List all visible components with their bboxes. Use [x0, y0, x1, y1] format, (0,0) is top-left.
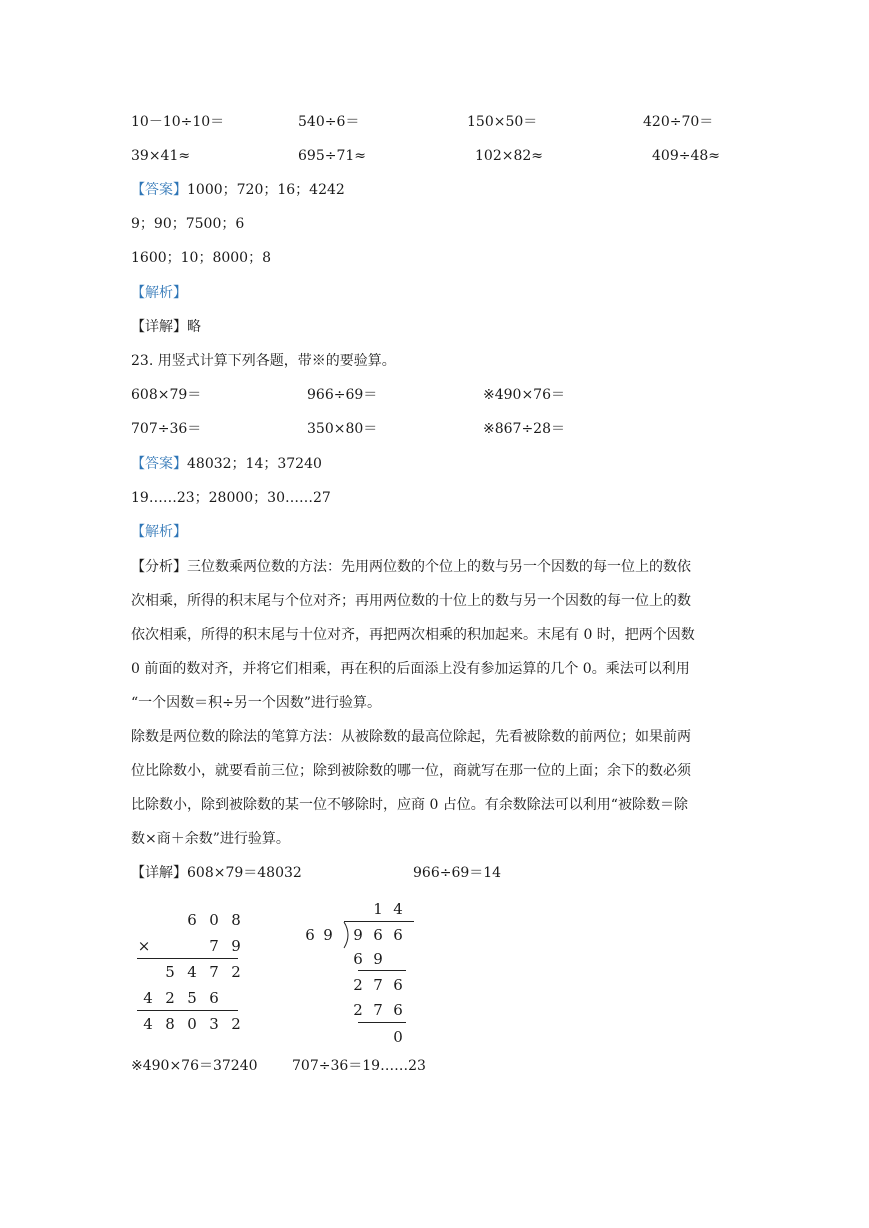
problem-22-4: 420÷70＝ [643, 114, 714, 130]
detail-eq2: 966÷69＝14 [413, 865, 502, 881]
analysis-22-tag: 【解析】 [131, 285, 187, 301]
mult-digit: 8 [231, 911, 241, 929]
problem-22-8: 409÷48≈ [652, 148, 720, 164]
div-quotient-digit: 1 [373, 900, 383, 918]
mult-digit: 8 [165, 1015, 175, 1033]
div-step-digit: 2 [353, 976, 363, 994]
div-dividend-digit: 6 [393, 926, 403, 944]
analysis-p1-line3: 依次相乘，所得的积末尾与十位对齐，再把两次相乘的积加起来。末尾有 0 时，把两个因数 [131, 627, 695, 643]
analysis-p1-line5: “一个因数＝积÷另一个因数”进行验算。 [131, 695, 382, 711]
problem-23-6: ※867÷28＝ [483, 421, 565, 437]
analysis-p2-line3: 比除数小，除到被除数的某一位不够除时，应商 0 占位。有余数除法可以利用“被除数＝除 [131, 797, 688, 813]
mult-digit: 0 [209, 911, 219, 929]
mult-digit: 7 [209, 963, 219, 981]
div-dividend-digit: 6 [373, 926, 383, 944]
div-step-digit: 7 [373, 1001, 383, 1019]
analysis-p2-line4: 数×商＋余数”进行验算。 [131, 831, 290, 847]
mult-digit: 9 [231, 937, 241, 955]
analysis-p1-line1: 【分析】三位数乘两位数的方法：先用两位数的个位上的数与另一个因数的每一位上的数依 [131, 559, 691, 575]
analysis-23-tag: 【解析】 [131, 524, 187, 540]
mult-digit: 6 [187, 911, 197, 929]
mult-digit: 7 [209, 937, 219, 955]
div-divisor-digit: 6 [305, 926, 315, 944]
mult-digit: 5 [187, 989, 197, 1007]
mult-digit: 2 [231, 1015, 241, 1033]
mult-digit: 2 [165, 989, 175, 1007]
div-step-digit: 6 [393, 976, 403, 994]
answer-22-line2: 9；90；7500；6 [131, 216, 245, 232]
answer-22-line3: 1600；10；8000；8 [131, 250, 271, 266]
div-dividend-digit: 9 [353, 926, 363, 944]
mult-digit: 0 [187, 1015, 197, 1033]
problem-22-3: 150×50＝ [467, 114, 538, 130]
problem-23-3: ※490×76＝ [483, 387, 565, 403]
problem-23-5: 350×80＝ [307, 421, 378, 437]
answer-23-line2: 19……23；28000；30……27 [131, 490, 331, 506]
question-23: 23. 用竖式计算下列各题，带※的要验算。 [131, 353, 396, 369]
problem-22-1: 10－10÷10＝ [131, 114, 225, 130]
answer-text: 48032；14；37240 [187, 456, 322, 472]
problem-22-6: 695÷71≈ [298, 148, 366, 164]
mult-digit: 2 [231, 963, 241, 981]
analysis-p2-line2: 位比除数小，就要看前三位；除到被除数的哪一位，商就写在那一位的上面；余下的数必须 [131, 763, 691, 779]
detail-22: 【详解】略 [131, 319, 201, 335]
problem-23-1: 608×79＝ [131, 387, 202, 403]
multiply-sign: × [137, 937, 151, 955]
answer-tag: 【答案】 [131, 182, 187, 198]
mult-digit: 4 [143, 1015, 153, 1033]
div-step-digit: 2 [353, 1001, 363, 1019]
analysis-p1-line4: 0 前面的数对齐，并将它们相乘，再在积的后面添上没有参加运算的几个 0。乘法可以利用 [131, 661, 690, 677]
detail-tag: 【详解】 [131, 865, 187, 881]
analysis-p2-line1: 除数是两位数的除法的笔算方法：从被除数的最高位除起，先看被除数的前两位；如果前两 [131, 729, 691, 745]
detail-eq1: 608×79＝48032 [187, 865, 302, 881]
problem-22-7: 102×82≈ [475, 148, 543, 164]
mult-digit: 5 [165, 963, 175, 981]
analysis-p1-line2: 次相乘，所得的积末尾与个位对齐；再用两位数的十位上的数与另一个因数的每一位上的数 [131, 593, 691, 609]
div-quotient-digit: 4 [393, 900, 403, 918]
final-eq1: ※490×76＝37240 [131, 1058, 258, 1074]
mult-digit: 4 [143, 989, 153, 1007]
div-step-digit: 7 [373, 976, 383, 994]
problem-23-4: 707÷36＝ [131, 421, 202, 437]
answer-tag: 【答案】 [131, 456, 187, 472]
answer-text: 1000；720；16；4242 [187, 182, 345, 198]
problem-23-2: 966÷69＝ [307, 387, 378, 403]
div-step-digit: 9 [373, 950, 383, 968]
problem-22-5: 39×41≈ [131, 148, 191, 164]
div-step-digit: 6 [393, 1001, 403, 1019]
div-remainder-digit: 0 [393, 1028, 403, 1046]
mult-digit: 3 [209, 1015, 219, 1033]
div-step-digit: 6 [353, 950, 363, 968]
mult-digit: 4 [187, 963, 197, 981]
div-divisor-digit: 9 [323, 926, 333, 944]
final-eq2: 707÷36＝19……23 [292, 1058, 426, 1074]
problem-22-2: 540÷6＝ [298, 114, 360, 130]
mult-digit: 6 [209, 989, 219, 1007]
